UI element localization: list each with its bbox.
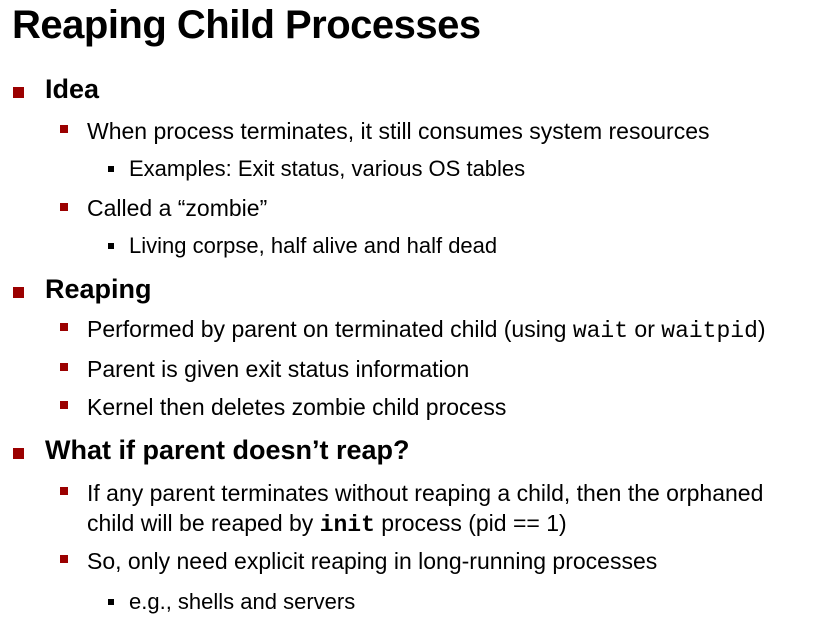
noreap-item-orphan-suffix: process (pid == 1) xyxy=(374,510,567,536)
reaping-item-performed-or: or xyxy=(628,316,662,342)
idea-item-resources: When process terminates, it still consumes system resources xyxy=(87,118,710,144)
bullet-square-icon xyxy=(108,243,114,249)
reaping-item-performed-text: Performed by parent on terminated child (using xyxy=(87,316,573,342)
bullet-square-icon xyxy=(60,363,68,371)
bullet-square-icon xyxy=(60,401,68,409)
noreap-subitem-shells: e.g., shells and servers xyxy=(129,589,356,614)
bullet-square-icon xyxy=(60,487,68,495)
noreap-item-orphan-text: child will be reaped by xyxy=(87,510,320,536)
noreap-item-orphan-line1: If any parent terminates without reaping a child, then the orphaned xyxy=(87,480,764,506)
reaping-item-performed-close: ) xyxy=(757,316,766,342)
slide-title: Reaping Child Processes xyxy=(12,3,481,47)
bullet-square-icon xyxy=(13,448,24,459)
bullet-square-icon xyxy=(60,323,68,331)
reaping-item-kernel: Kernel then deletes zombie child process xyxy=(87,394,507,420)
idea-subitem-corpse: Living corpse, half alive and half dead xyxy=(129,233,498,258)
reaping-item-performed xyxy=(87,314,766,346)
bullet-square-icon xyxy=(13,87,24,98)
noreap-item-long-running: So, only need explicit reaping in long-running processes xyxy=(87,548,658,574)
bullet-square-icon xyxy=(108,599,114,605)
section-heading-reaping: Reaping xyxy=(45,274,152,304)
code-wait: wait xyxy=(572,318,629,344)
idea-item-zombie: Called a “zombie” xyxy=(87,195,268,221)
bullet-square-icon xyxy=(60,203,68,211)
idea-subitem-examples: Examples: Exit status, various OS tables xyxy=(129,156,526,181)
section-heading-idea: Idea xyxy=(45,74,100,104)
noreap-item-orphan-line2 xyxy=(87,508,567,540)
section-heading-no-reap: What if parent doesn’t reap? xyxy=(45,435,410,465)
reaping-item-exit-status: Parent is given exit status information xyxy=(87,356,470,382)
bullet-square-icon xyxy=(108,166,114,172)
code-init: init xyxy=(319,512,375,538)
code-waitpid: waitpid xyxy=(661,318,758,344)
bullet-square-icon xyxy=(13,287,24,298)
bullet-square-icon xyxy=(60,555,68,563)
bullet-square-icon xyxy=(60,125,68,133)
